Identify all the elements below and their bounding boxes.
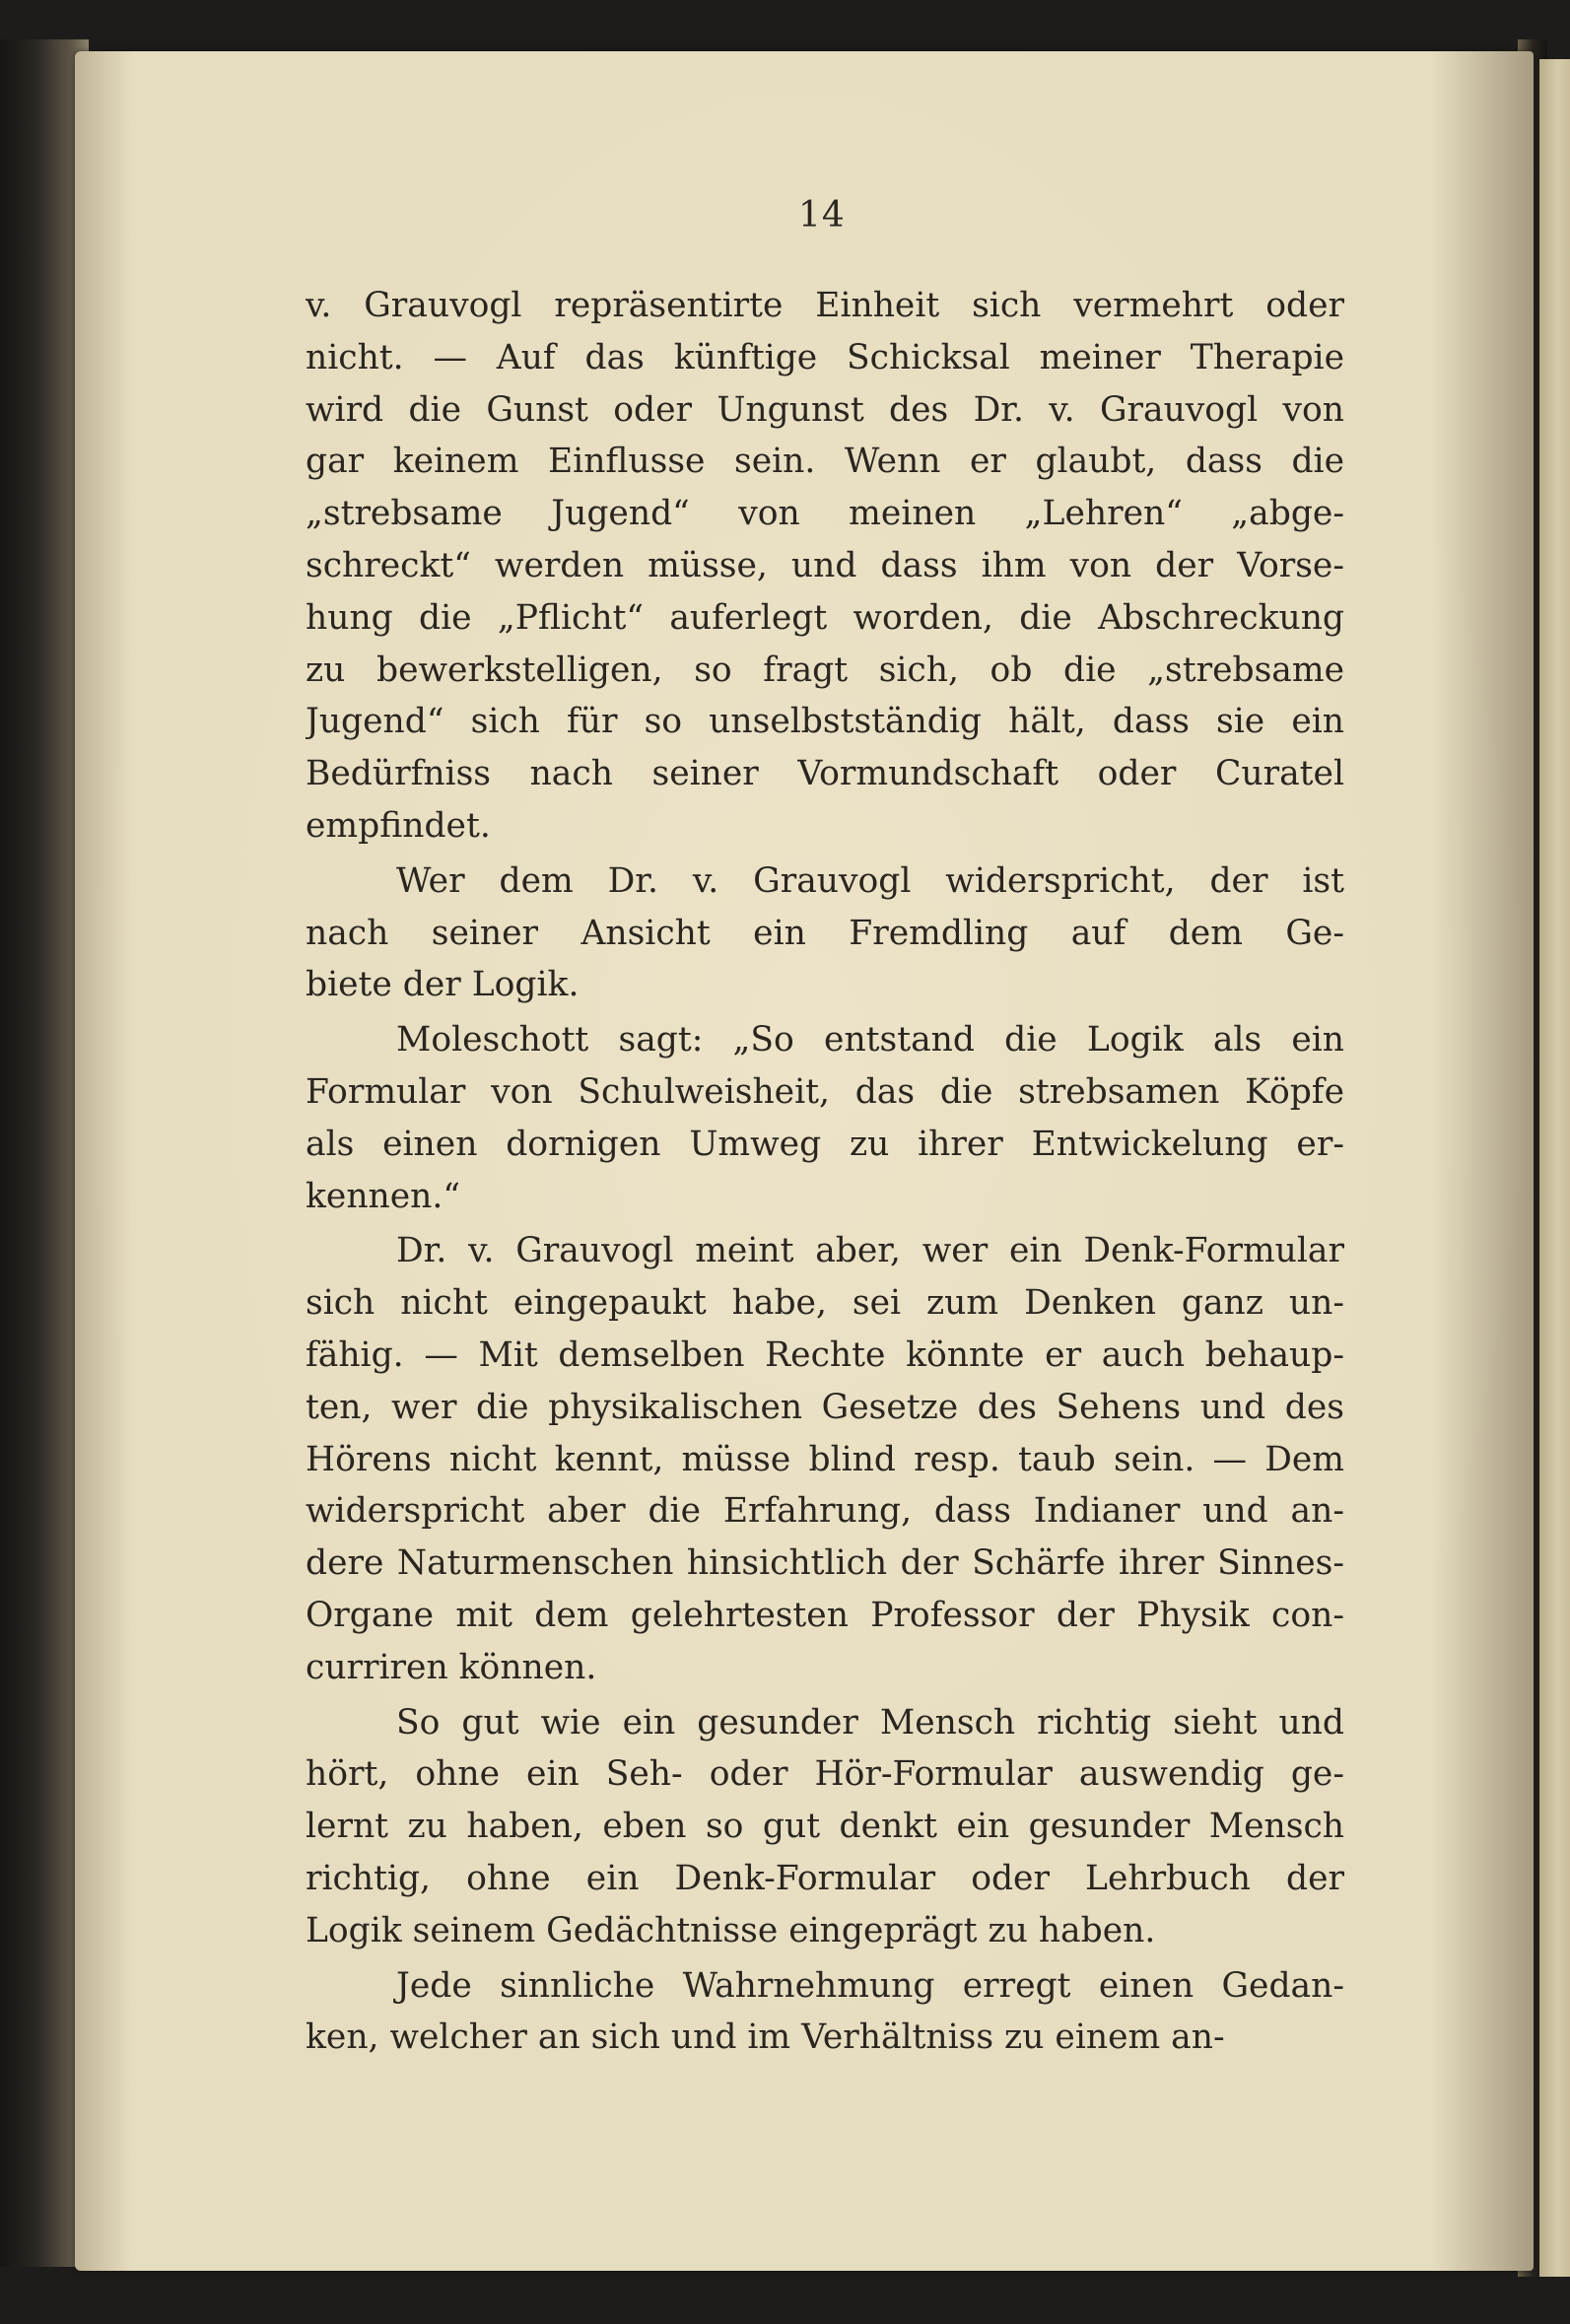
text-line: zu bewerkstelligen, so fragt sich, ob die „strebsame: [306, 649, 1344, 690]
text-line: curriren können.: [306, 1647, 597, 1687]
text-line: wird die Gunst oder Ungunst des Dr. v. Grauvogl von: [306, 389, 1344, 430]
text-line: Moleschott sagt: „So entstand die Logik als ein: [396, 1020, 1344, 1060]
text-line: gar keinem Einflusse sein. Wenn er glaubt, dass die: [306, 442, 1344, 482]
text-line: nicht. — Auf das künftige Schicksal meiner Therapie: [306, 337, 1344, 377]
body-text: [306, 280, 1344, 2064]
page-number: 14: [798, 195, 846, 236]
text-line: Jede sinnliche Wahrnehmung erregt einen Gedan-: [396, 1965, 1344, 2006]
text-line: lernt zu haben, eben so gut denkt ein gesunder Mensch: [306, 1807, 1344, 1847]
text-line: hört, ohne ein Seh- oder Hör-Formular auswendig ge-: [306, 1754, 1344, 1795]
paragraph: [306, 1225, 1344, 1693]
text-line: richtig, ohne ein Denk-Formular oder Lehrbuch der: [306, 1858, 1344, 1898]
next-page-edge: [1539, 59, 1570, 2277]
paragraph: [306, 1960, 1344, 2065]
text-line: biete der Logik.: [306, 965, 580, 1005]
text-line: als einen dornigen Umweg zu ihrer Entwickelung er-: [306, 1124, 1344, 1164]
text-line: empfindet.: [306, 805, 491, 846]
paragraph: [306, 1014, 1344, 1222]
text-line: hung die „Pflicht“ auferlegt worden, die Abschreckung: [306, 597, 1344, 638]
text-line: „strebsame Jugend“ von meinen „Lehren“ „abge-: [306, 494, 1344, 534]
text-line: So gut wie ein gesunder Mensch richtig sieht und: [396, 1702, 1344, 1743]
paragraph: [306, 1697, 1344, 1957]
text-line: v. Grauvogl repräsentirte Einheit sich vermehrt oder: [306, 286, 1344, 325]
text-line: fähig. — Mit demselben Rechte könnte er auch behaup-: [306, 1334, 1344, 1375]
text-line: Jugend“ sich für so unselbstständig hält, dass sie ein: [306, 702, 1344, 742]
text-line: Organe mit dem gelehrtesten Professor der Physik con-: [306, 1595, 1344, 1635]
text-line: ten, wer die physikalischen Gesetze des Sehens und des: [306, 1387, 1344, 1427]
text-line: kennen.“: [306, 1176, 461, 1216]
text-line: Wer dem Dr. v. Grauvogl widerspricht, der ist: [396, 860, 1344, 901]
text-line: Logik seinem Gedächtnisse eingeprägt zu haben.: [306, 1910, 1156, 1950]
text-line: nach seiner Ansicht ein Fremdling auf dem Ge-: [306, 913, 1344, 953]
text-line: schreckt“ werden müsse, und dass ihm von der Vorse-: [306, 545, 1344, 585]
text-line: Formular von Schulweisheit, das die strebsamen Köpfe: [306, 1071, 1344, 1112]
text-line: Bedürfniss nach seiner Vormundschaft oder Curatel: [306, 754, 1344, 794]
paragraph: [306, 280, 1344, 853]
text-line: widerspricht aber die Erfahrung, dass Indianer und an-: [306, 1491, 1344, 1532]
paragraph: [306, 855, 1344, 1011]
text-line: dere Naturmenschen hinsichtlich der Schärfe ihrer Sinnes-: [306, 1543, 1344, 1584]
text-line: Hörens nicht kennt, müsse blind resp. taub sein. — Dem: [306, 1439, 1344, 1479]
text-line: Dr. v. Grauvogl meint aber, wer ein Denk-Formular: [396, 1231, 1344, 1271]
text-line: ken, welcher an sich und im Verhältniss zu einem an-: [306, 2017, 1225, 2058]
text-line: sich nicht eingepaukt habe, sei zum Denken ganz un-: [306, 1283, 1344, 1324]
